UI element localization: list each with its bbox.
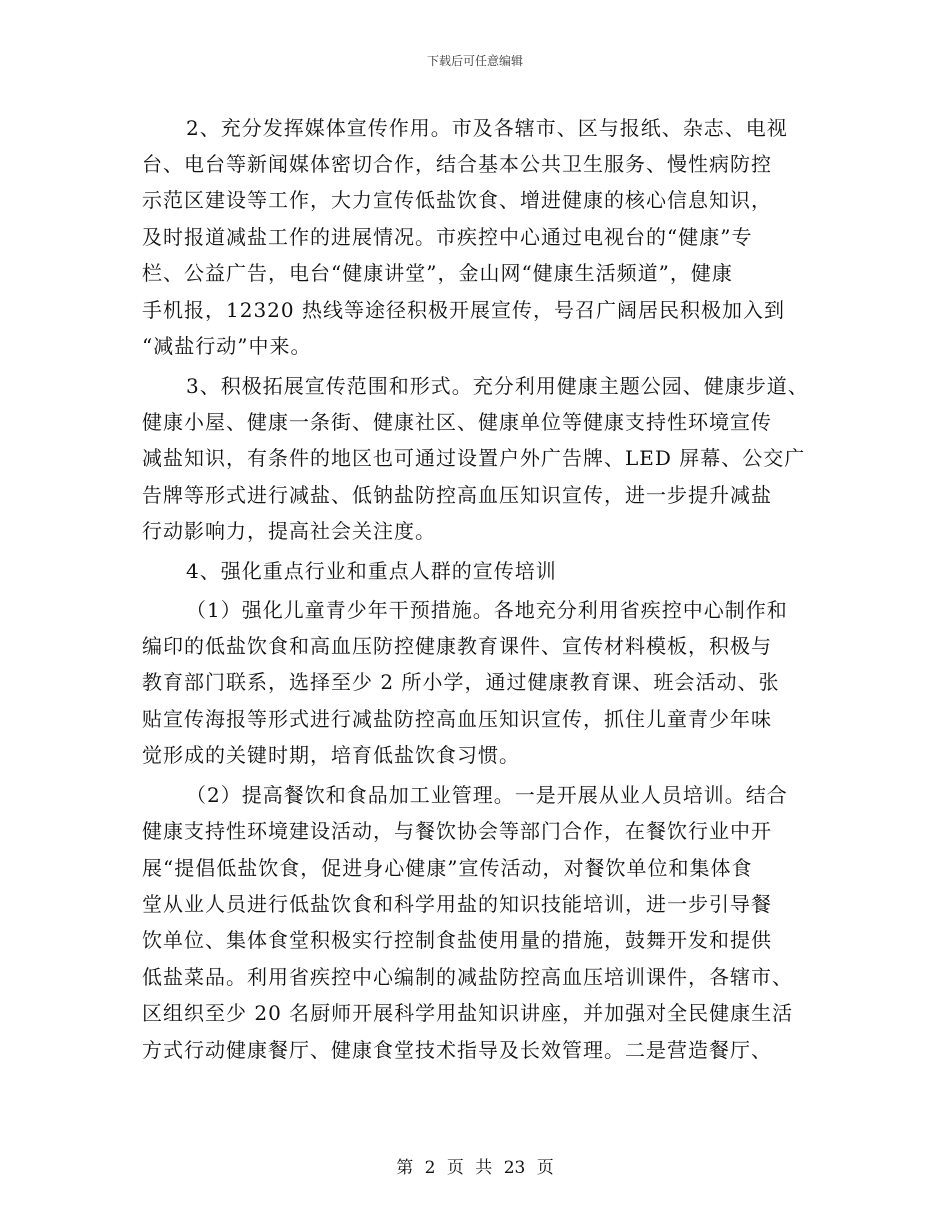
paragraph-line: （2）提高餐饮和食品加工业管理。一是开展从业人员培训。结合: [186, 783, 788, 807]
paragraph-line: 2、充分发挥媒体宣传作用。市及各辖市、区与报纸、杂志、电视: [186, 116, 788, 140]
paragraph-line: 贴宣传海报等形式进行减盐防控高血压知识宣传，抓住儿童青少年味: [142, 707, 772, 731]
paragraph-line: 健康支持性环境建设活动，与餐饮协会等部门合作，在餐饮行业中开: [142, 819, 772, 843]
paragraph-line: 饮单位、集体食堂积极实行控制食盐使用量的措施，鼓舞开发和提供: [142, 928, 772, 952]
paragraph-line: 教育部门联系，选择至少 2 所小学，通过健康教育课、班会活动、张: [142, 670, 780, 694]
page-number-footer: 第 2 页 共 23 页: [396, 1158, 554, 1178]
paragraph-line: “减盐行动”中来。: [142, 334, 312, 358]
paragraph-line: 堂从业人员进行低盐饮食和科学用盐的知识技能培训，进一步引导餐: [142, 892, 772, 916]
paragraph-line: 示范区建设等工作，大力宣传低盐饮食、增进健康的核心信息知识，: [142, 188, 772, 212]
paragraph-line: 展“提倡低盐饮食，促进身心健康”宣传活动，对餐饮单位和集体食: [142, 856, 753, 880]
paragraph-line: 方式行动健康餐厅、健康食堂技术指导及长效管理。二是营造餐厅、: [142, 1038, 772, 1062]
paragraph-line: 编印的低盐饮食和高血压防控健康教育课件、宣传材料模板，积极与: [142, 634, 772, 658]
paragraph-line: 台、电台等新闻媒体密切合作，结合基本公共卫生服务、慢性病防控: [142, 152, 772, 176]
paragraph-line: 减盐知识，有条件的地区也可通过设置户外广告牌、LED 屏幕、公交广: [142, 446, 806, 470]
paragraph-line: 手机报，12320 热线等途径积极开展宣传，号召广阔居民积极加入到: [142, 298, 785, 322]
paragraph-line: 区组织至少 20 名厨师开展科学用盐知识讲座，并加强对全民健康生活: [142, 1001, 794, 1025]
paragraph-line: 觉形成的关键时期，培育低盐饮食习惯。: [142, 743, 520, 767]
paragraph-line: 及时报道减盐工作的进展情况。市疾控中心通过电视台的“健康”专: [142, 225, 753, 249]
paragraph-line: 栏、公益广告，电台“健康讲堂”，金山网“健康生活频道”，健康: [142, 261, 733, 285]
paragraph-line: 3、积极拓展宣传范围和形式。充分利用健康主题公园、健康步道、: [186, 374, 809, 398]
paragraph-line: 低盐菜品。利用省疾控中心编制的减盐防控高血压培训课件，各辖市、: [142, 965, 793, 989]
paragraph-line: 4、强化重点行业和重点人群的宣传培训: [186, 559, 557, 583]
paragraph-line: （1）强化儿童青少年干预措施。各地充分利用省疾控中心制作和: [186, 598, 788, 622]
page-header: 下载后可任意编辑: [426, 54, 523, 68]
paragraph-line: 行动影响力，提高社会关注度。: [142, 519, 436, 543]
paragraph-line: 告牌等形式进行减盐、低钠盐防控高血压知识宣传，进一步提升减盐: [142, 483, 772, 507]
paragraph-line: 健康小屋、健康一条街、健康社区、健康单位等健康支持性环境宣传: [142, 410, 772, 434]
